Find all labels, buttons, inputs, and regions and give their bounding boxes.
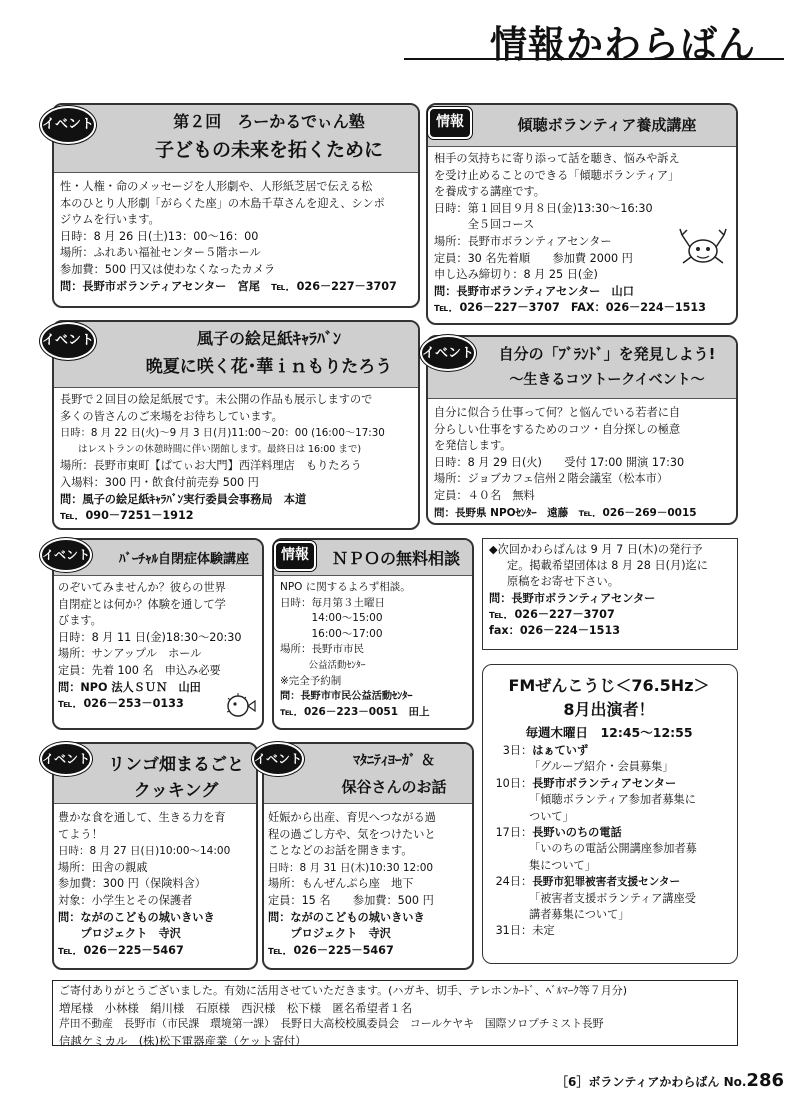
box-title: リンゴ畑まるごと bbox=[108, 755, 244, 775]
box-header bbox=[54, 322, 418, 388]
list-item: 17日：長野いのちの電話 bbox=[495, 826, 622, 840]
event-tag-icon: イベント bbox=[420, 335, 476, 371]
box-body: 妊娠から出産、育児へつながる過 程の過ごし方や、気をつけたいと ことなどのお話を開きます。 日時：8 月 31 日(木)10:30 12:00 場所：もんぜんぷら座 地下 定員：15 名 参加費：500 円 問：ながのこどもの城いきいき プロジェクト 寺沢 ℡．026－225－5467 bbox=[268, 811, 436, 957]
donation-thanks: ご寄付ありがとうございました。有効に活用させていただきます。(ハガキ、切手、テレホンｶｰﾄﾞ、ﾍﾞﾙﾏｰｸ等７月分) 増尾様 小林様 絹川様 石原様 西沢様 松下様 匿名希望者１名 芹田不動産 長野市（市民課 環境第一課） 長野日大高校校風委員会 コールケヤキ 国際ソロプチミスト長野 信越ケミカル (株)松下電器産業（ケット寄付） bbox=[52, 980, 738, 1046]
box-subtitle: クッキング bbox=[133, 781, 219, 801]
box-title: 自分の「ﾌﾞﾗﾝﾄﾞ」を発見しよう! bbox=[498, 345, 716, 363]
box-body: のぞいてみませんか？彼らの世界 自閉症とは何か？体験を通して学 びます。 日時：8 月 11 日(金)18:30～20:30 場所：サンアップル ホール 定員：先着 100 名 申込み必要 問：NPO 法人ＳＵＮ 山田 ℡．026－253－0133 bbox=[58, 581, 242, 711]
masthead-rule bbox=[404, 58, 784, 60]
box-body: 自分に似合う仕事って何？と悩んでいる若者に自 分らしい仕事をするためのコツ・自分探しの極意 を発信します。 日時：8 月 29 日(火) 受付 17:00 開演 17:30 場所：ジョブカフェ信州２階会議室（松本市） 定員：４０名 無料 問：長野県 NPOｾﾝﾀｰ 遠藤 ℡．026－269－0015 bbox=[434, 406, 697, 519]
event-box-ashigami-caravan bbox=[52, 320, 420, 530]
event-tag-icon: イベント bbox=[40, 322, 96, 360]
info-tag-icon: 情報 bbox=[428, 107, 472, 139]
event-box-rokaru-juku bbox=[52, 103, 420, 308]
fm-schedule: 毎週木曜日 12:45～12:55 bbox=[525, 725, 693, 740]
list-item: 24日：長野市犯罪被害者支援センター bbox=[495, 875, 681, 889]
crab-illustration-icon bbox=[678, 223, 728, 269]
box-title: 風子の絵足紙ｷｬﾗﾊﾞﾝ bbox=[196, 329, 341, 348]
box-body: 長野で２回目の絵足紙展です。未公開の作品も展示しますので 多くの皆さんのご来場をお待ちしています。 日時：8 月 22 日(火)～9 月 3 日(月)11:00～20：00 (16:00～17:30 はレストランの休憩時間に伴い閉館します。最終日は 16:00 まで) 場所：長野市東町【ぱてぃお大門】西洋料理店 もりたろう 入場料：300 円・飲食付前売券 500 円 問：風子の絵足紙ｷｬﾗﾊﾞﾝ実行委員会事務局 本道 ℡．090－7251－1912 bbox=[60, 393, 385, 523]
contact-line: 問：長野市ボランティアセンター 宮尾 ℡．026－227－3707 bbox=[60, 279, 397, 293]
box-subtitle: 晩夏に咲く花･華ｉｎもりたろう bbox=[145, 357, 393, 377]
issue-number: 286 bbox=[746, 1070, 784, 1091]
list-item: 31日：未定 bbox=[495, 924, 555, 938]
event-tag-icon: イベント bbox=[252, 742, 304, 776]
box-header bbox=[54, 105, 418, 173]
box-body: NPO に関するよろず相談。 日時：毎月第３土曜日 14:00～15:00 16:00～17:00 場所：長野市市民 公益活動ｾﾝﾀｰ ※完全予約制 問：長野市市民公益活動ｾﾝﾀｰ ℡．026－223－0051 田上 bbox=[280, 581, 430, 718]
info-box-listening-volunteer bbox=[426, 103, 738, 325]
fm-entry-list: 3日：はぁていず 「グループ紹介・会員募集」 10日：長野市ボランティアセンター 「傾聴ボランティア参加者募集に ついて」 17日：長野いのちの電話 「いのちの電話公開講座参加者募 集について」 24日：長野市犯罪被害者支援センター 「被害者支援ボランティア講座受 講者募集について」 31日：未定 bbox=[487, 743, 735, 940]
list-item: 3日：はぁていず bbox=[502, 744, 589, 757]
box-title: ﾊﾞｰﾁｬﾙ自閉症体験講座 bbox=[118, 552, 249, 567]
event-box-maternity-yoga bbox=[262, 742, 474, 970]
box-header bbox=[428, 105, 736, 147]
list-item: 10日：長野市ボランティアセンター bbox=[495, 776, 677, 790]
event-box-brand bbox=[426, 335, 738, 525]
info-tag-icon: 情報 bbox=[274, 541, 316, 571]
box-title: 第２回 ろーかるでぃん塾 bbox=[173, 112, 365, 131]
event-tag-icon: イベント bbox=[40, 742, 92, 776]
next-issue-notice: ◆次回かわらばんは 9 月 7 日(木)の発行予 定。掲載希望団体は 8 月 28 日(月)迄に 原稿をお寄せ下さい。 問：長野市ボランティアセンター ℡．026－227－3707 fax：026－224－1513 bbox=[482, 538, 738, 650]
box-subtitle: 保谷さんのお話 bbox=[341, 778, 447, 796]
box-title: ＮＰＯの無料相談 bbox=[331, 549, 460, 568]
box-subtitle: ～生きるコツトークイベント～ bbox=[509, 372, 705, 388]
box-title: 傾聴ボランティア養成講座 bbox=[517, 116, 697, 134]
box-subtitle: 子どもの未来を拓くために bbox=[154, 139, 383, 161]
box-title: ﾏﾀﾆﾃｨﾖｰｶﾞ ＆ bbox=[353, 753, 435, 769]
event-box-apple-cooking bbox=[52, 742, 258, 970]
pufferfish-illustration-icon bbox=[222, 690, 258, 720]
fm-zenkoji-schedule bbox=[482, 664, 738, 964]
page-footer bbox=[524, 1070, 784, 1092]
event-tag-icon: イベント bbox=[40, 106, 96, 144]
box-body: 相手の気持ちに寄り添って話を聴き、悩みや訴え を受け止めることのできる「傾聴ボランティア」 を養成する講座です。 日時：第１回目９月８日(金)13:30～16:30 全５回コース 場所：長野市ボランティアセンター 定員：30 名先着順 参加費 2000 円 申し込み締切り：8 月 25 日(金) 問：長野市ボランティアセンター 山口 ℡．026－227－3707 FAX：026－224－1513 bbox=[434, 152, 706, 315]
box-body: 性・人権・命のメッセージを人形劇や、人形紙芝居で伝える松 本のひとり人形劇「がらくた座」の木島千草さんを迎え、シンポ ジウムを行います。 日時：8 月 26 日(土)13：00～16：00 場所：ふれあい福祉センター５階ホール 参加費：500 円又は使わなくなったカメラ 問：長野市ボランティアセンター 宮尾 ℡．026－227－3707 bbox=[60, 179, 416, 295]
box-body: 豊かな食を通して、生きる力を育 てよう！ 日時：8 月 27 日(日)10:00～14:00 場所：田舎の親戚 参加費：300 円（保険料含） 対象：小学生とその保護者 問：ながのこどもの城いきいき プロジェクト 寺沢 ℡．026－225－5467 bbox=[58, 811, 231, 957]
fm-title: FMぜんこうじ＜76.5Hz＞ bbox=[508, 676, 710, 695]
footer-label: ［6］ボランティアかわらばん No. bbox=[556, 1075, 747, 1089]
masthead-title: 情報かわらばん bbox=[490, 23, 756, 66]
event-tag-icon: イベント bbox=[40, 538, 92, 572]
fm-subtitle: 8月出演者！ bbox=[563, 700, 655, 719]
